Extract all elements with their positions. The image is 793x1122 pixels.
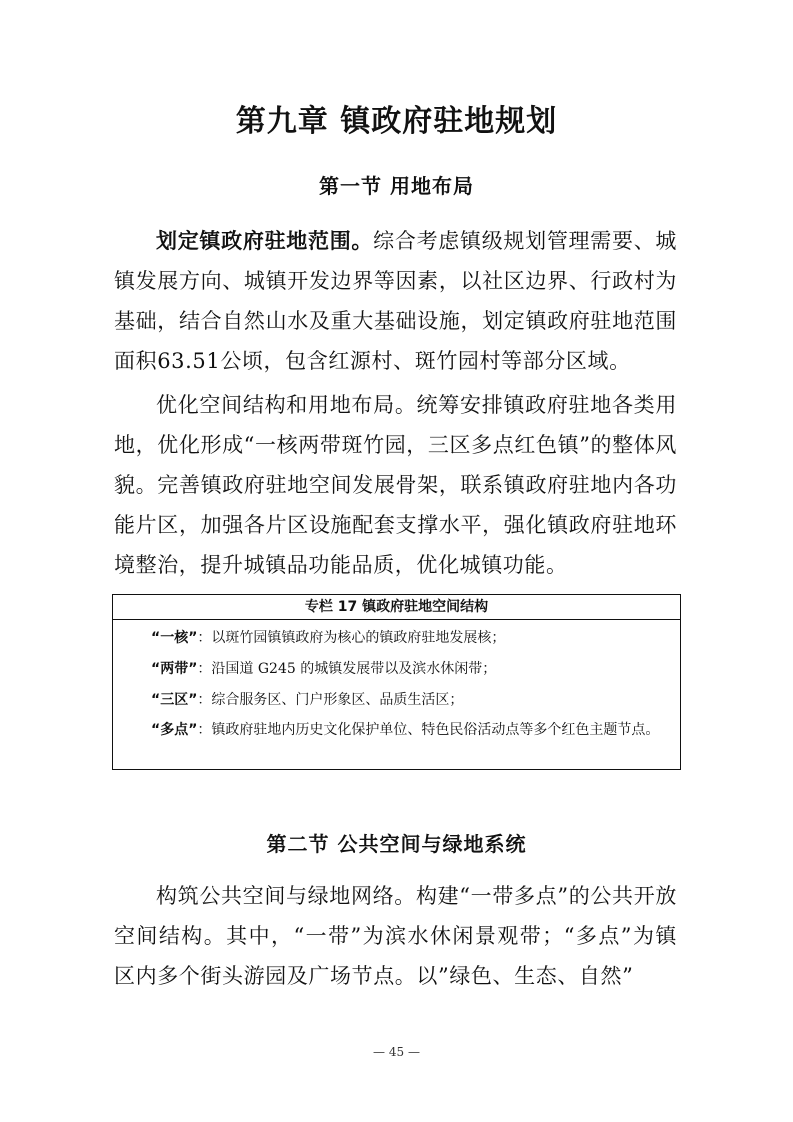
column-box-spatial-structure [112,594,681,770]
box-item-text: ：综合服务区、门户形象区、品质生活区； [197,692,464,708]
box-item-three-zones [123,685,674,716]
paragraph-text: 综合考虑镇级规划管理需要、城镇发展方向、城镇开发边界等因素，以社区边界、行政村为基础，结合自然山水及重大基础设施，划定镇政府驻地范围面积63.51公顷，包含红源村、斑竹园村等部分区域。 [114,229,678,373]
box-item-text: ：镇政府驻地内历史文化保护单位、特色民俗活动点等多个红色主题节点。 [197,722,660,738]
box-item-term: “三区” [151,692,198,708]
chapter-title: 第九章 镇政府驻地规划 [235,104,558,139]
column-box-title: 专栏 17 镇政府驻地空间结构 [113,595,680,620]
box-item-multi-points [123,716,674,745]
box-item-term: “一核” [151,630,198,646]
paragraph-lead: 划定镇政府驻地范围。 [156,229,374,253]
box-item-text: ：沿国道 G245 的城镇发展带以及滨水休闲带； [197,661,497,677]
box-item-term: “多点” [151,722,198,738]
section-title-public-space: 第二节 公共空间与绿地系统 [266,832,527,856]
column-box-body [113,620,680,745]
box-item-two-belts [123,654,674,685]
paragraph-spatial-structure: 优化空间结构和用地布局。统筹安排镇政府驻地各类用地，优化形成“一核两带斑竹园，三区多点红色镇”的整体风貌。完善镇政府驻地空间发展骨架，联系镇政府驻地内各功能片区，加强各片区设施配套支撑水平，强化镇政府驻地环境整治，提升城镇品功能品质，优化城镇功能。 [114,393,677,577]
paragraph-green-network: 构筑公共空间与绿地网络。构建“一带多点”的公共开放空间结构。其中，“一带”为滨水休闲景观带；“多点”为镇区内多个街头游园及广场节点。以”绿色、生态、自然” [114,884,677,988]
page-number: — 45 — [373,1045,420,1059]
box-item-text: ：以斑竹园镇镇政府为核心的镇政府驻地发展核； [197,630,506,646]
box-item-term: “两带” [151,661,198,677]
box-item-one-core [123,623,674,654]
section-title-land-use: 第一节 用地布局 [319,174,474,198]
paragraph-resident-area-scope [114,221,677,381]
